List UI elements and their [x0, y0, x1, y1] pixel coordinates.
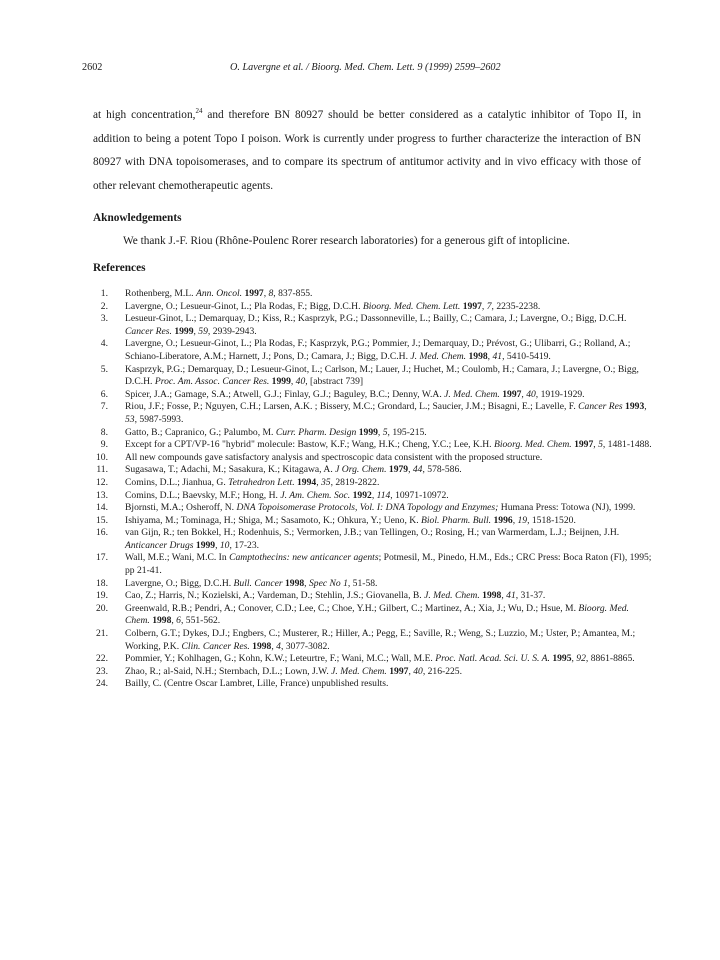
- reference-year: 1979: [388, 464, 409, 476]
- reference-segment: , 216-225.: [422, 665, 462, 677]
- acknowledgements-text: We thank J.-F. Riou (Rhône-Poulenc Rorer research laboratories) for a generous gift of intoplicine.: [123, 235, 570, 247]
- reference-italic-segment: Proc. Natl. Acad. Sci. U. S. A.: [435, 653, 550, 665]
- reference-italic-segment: Ann. Oncol.: [195, 288, 243, 299]
- reference-number: 17.: [96, 552, 108, 564]
- reference-text: [125, 477, 653, 490]
- reference-item: [93, 427, 653, 440]
- reference-number: 22.: [96, 653, 108, 665]
- reference-item: [93, 515, 653, 528]
- reference-text: [125, 490, 653, 503]
- reference-year: 1997: [462, 300, 482, 312]
- reference-segment: Pommier, Y.; Kohlhagen, G.; Kohn, K.W.; Leteurtre, F.; Wani, M.C.; Wall, M.E.: [125, 653, 436, 665]
- reference-number: 2.: [100, 300, 108, 312]
- reference-segment: , 195-215.: [387, 426, 427, 438]
- reference-italic-segment: Tetrahedron Lett.: [228, 476, 295, 488]
- reference-italic-segment: 4: [276, 640, 281, 652]
- reference-italic-segment: 114: [376, 489, 391, 501]
- reference-item: [93, 464, 653, 477]
- reference-italic-segment: 40: [526, 388, 536, 400]
- reference-number: 10.: [96, 451, 108, 463]
- reference-text: [125, 389, 653, 402]
- reference-italic-segment: Proc. Am. Assoc. Cancer Res.: [154, 376, 270, 388]
- references-heading: References: [93, 262, 146, 274]
- reference-text: [125, 313, 653, 338]
- reference-item: [93, 603, 653, 628]
- reference-italic-segment: DNA Topoisomerase Protocols, Vol. I: DNA Topology and Enzymes;: [236, 502, 499, 514]
- reference-segment: ,: [644, 401, 647, 413]
- reference-number: 11.: [96, 464, 108, 476]
- reference-segment: , 10971-10972.: [390, 489, 449, 501]
- reference-year: 1993: [625, 401, 645, 413]
- reference-italic-segment: J. Med. Chem.: [444, 388, 500, 400]
- reference-segment: , 551-562.: [180, 615, 221, 627]
- reference-italic-segment: 59: [198, 325, 208, 337]
- reference-italic-segment: J. Am. Chem. Soc.: [280, 489, 351, 501]
- references-list: [93, 288, 653, 691]
- reference-segment: Comins, D.L.; Jianhua, G.: [125, 476, 229, 488]
- reference-item: [93, 578, 653, 591]
- reference-italic-segment: 53: [125, 413, 135, 425]
- reference-italic-segment: 8: [268, 288, 274, 299]
- reference-segment: , 8861-8865.: [585, 653, 635, 665]
- reference-italic-segment: J. Med. Chem.: [424, 590, 480, 602]
- reference-item: [93, 653, 653, 666]
- reference-text: [125, 364, 653, 389]
- reference-item: [93, 666, 653, 679]
- reference-segment: , 51-58.: [347, 577, 378, 589]
- reference-text: [125, 338, 653, 363]
- reference-segment: , 2235-2238.: [491, 300, 541, 312]
- reference-number: 8.: [100, 426, 108, 438]
- reference-italic-segment: Cancer Res: [578, 401, 623, 413]
- reference-segment: ,: [408, 665, 414, 677]
- reference-segment: ,: [290, 376, 296, 388]
- reference-item: [93, 678, 653, 691]
- reference-segment: ; Potmesil, M., Pinedo, H.M., Eds.; CRC Press: Boca Raton (Fl), 1995; pp 21-41.: [125, 552, 652, 577]
- reference-segment: Comins, D.L.; Baevsky, M.F.; Hong, H.: [125, 489, 281, 501]
- reference-year: 1998: [152, 615, 172, 627]
- reference-text: [125, 502, 653, 515]
- reference-segment: Rothenberg, M.L.: [125, 288, 196, 299]
- reference-italic-segment: Bioorg. Med. Chem.: [125, 602, 629, 627]
- reference-segment: ,: [512, 514, 518, 526]
- reference-italic-segment: Clin. Cancer Res.: [181, 640, 250, 652]
- reference-number: 14.: [96, 502, 108, 514]
- reference-segment: , 2819-2822.: [330, 476, 380, 488]
- reference-italic-segment: Bull. Cancer: [233, 577, 283, 589]
- reference-item: [93, 502, 653, 515]
- reference-segment: ,: [408, 464, 413, 476]
- reference-item: [93, 364, 653, 389]
- reference-item: [93, 401, 653, 426]
- reference-item: [93, 338, 653, 363]
- reference-segment: ,: [593, 439, 599, 451]
- reference-segment: Humana Press: Totowa (NJ), 1999.: [498, 502, 636, 514]
- reference-year: 1999: [271, 376, 291, 388]
- reference-item: [93, 590, 653, 603]
- reference-italic-segment: Bioorg. Med. Chem.: [493, 439, 572, 451]
- reference-segment: ,: [371, 489, 377, 501]
- reference-number: 23.: [96, 665, 108, 677]
- reference-segment: ,: [171, 615, 177, 627]
- reference-text: [125, 427, 653, 440]
- page-number: 2602: [82, 62, 103, 73]
- reference-year: 1999: [195, 539, 216, 551]
- reference-segment: Lavergne, O.; Lesueur-Ginot, L.; Pla Rodas, F.; Kasprzyk, P.G.; Pommier, J.; Demarquay, D.; Prévost, G.; Ulibarri, G.; Rolland, A.; Schiano-Liberatore, A.M.; Harnett, J.; Pons, D.; Camara, J.; Bigg, D.C.H.: [125, 338, 631, 362]
- reference-item: [93, 389, 653, 402]
- reference-text: [125, 653, 653, 666]
- reference-segment: Riou, J.F.; Fosse, P.; Nguyen, C.H.; Larsen, A.K. ; Bissery, M.C.; Grondard, L.; Saucier, J.M.; Bisagni, E.; Lavelle, F.: [125, 401, 579, 413]
- reference-year: 1998: [468, 350, 488, 362]
- reference-segment: ,: [263, 288, 269, 299]
- reference-italic-segment: J. Med. Chem.: [410, 350, 467, 362]
- reference-segment: ,: [501, 590, 507, 602]
- reference-text: [125, 301, 653, 314]
- reference-text: [125, 628, 653, 653]
- reference-italic-segment: 40: [413, 665, 423, 677]
- reference-text: [125, 678, 653, 691]
- reference-number: 13.: [96, 489, 108, 501]
- reference-text: [125, 464, 653, 477]
- journal-citation: O. Lavergne et al. / Bioorg. Med. Chem. Lett. 9 (1999) 2599–2602: [230, 62, 501, 73]
- reference-text: [125, 401, 653, 426]
- reference-italic-segment: Curr. Pharm. Design: [275, 426, 357, 438]
- reference-italic-segment: 40: [295, 376, 306, 388]
- reference-segment: ,: [215, 539, 220, 551]
- reference-italic-segment: 7: [486, 300, 492, 312]
- reference-segment: , 17-23.: [229, 539, 260, 551]
- body-text-rest: and therefore BN 80927 should be better considered as a catalytic inhibitor of Topo II, in addition to being a potent Topo I poison. Work is currently under progress to further characterize the interaction of BN 80927 with DNA topoisomerases, and to compare its spectrum of antitumor activity and in vivo efficacy with those of other relevant chemotherapeutic agents.: [93, 109, 641, 192]
- reference-year: 1998: [284, 577, 305, 589]
- reference-italic-segment: 19: [517, 514, 528, 526]
- reference-year: 1997: [574, 439, 594, 451]
- reference-number: 21.: [96, 628, 108, 640]
- reference-italic-segment: Camptothecins: new anticancer agents: [229, 552, 379, 564]
- acknowledgements-heading: Aknowledgements: [93, 212, 182, 224]
- reference-italic-segment: Biol. Pharm. Bull.: [421, 514, 492, 526]
- reference-text: [125, 578, 653, 591]
- reference-segment: ,: [316, 476, 321, 488]
- reference-item: [93, 490, 653, 503]
- reference-segment: Gatto, B.; Capranico, G.; Palumbo, M.: [125, 426, 276, 438]
- reference-segment: Lavergne, O.; Bigg, D.C.H.: [125, 577, 234, 589]
- reference-segment: , 5987-5993.: [134, 413, 184, 425]
- reference-italic-segment: Bioorg. Med. Chem. Lett.: [362, 300, 461, 312]
- reference-segment: , 578-586.: [422, 464, 462, 476]
- reference-italic-segment: 41: [506, 590, 516, 602]
- reference-number: 12.: [96, 476, 108, 488]
- reference-segment: ,: [487, 350, 493, 362]
- reference-segment: Ishiyama, M.; Tominaga, H.; Shiga, M.; Sasamoto, K.; Ohkura, Y.; Ueno, K.: [125, 514, 421, 526]
- reference-segment: ,: [571, 653, 577, 665]
- reference-segment: Wall, M.E.; Wani, M.C. In: [125, 552, 230, 564]
- reference-segment: , 5410-5419.: [502, 350, 551, 362]
- reference-italic-segment: 44: [412, 464, 423, 476]
- reference-year: 1999: [358, 426, 378, 438]
- reference-italic-segment: J Org. Chem.: [335, 464, 387, 476]
- reference-text: [125, 590, 653, 603]
- reference-text: [125, 288, 653, 301]
- reference-text: [125, 527, 653, 552]
- reference-segment: van Gijn, R.; ten Bokkel, H.; Rodenhuis, S.; Vermorken, J.B.; van Tellingen, O.; Rosing, H.; van Warmerdam, L.J.; Beijnen, J.H.: [125, 527, 620, 539]
- reference-item: [93, 313, 653, 338]
- reference-number: 15.: [96, 514, 108, 526]
- reference-number: 18.: [96, 577, 108, 589]
- reference-segment: , 1481-1488.: [602, 439, 652, 451]
- reference-segment: ,: [521, 388, 527, 400]
- reference-italic-segment: 41: [492, 350, 503, 362]
- reference-year: 1999: [174, 325, 194, 337]
- reference-segment: , 837-855.: [273, 288, 313, 299]
- reference-number: 20.: [96, 602, 108, 614]
- reference-number: 24.: [96, 678, 108, 690]
- reference-item: [93, 452, 653, 465]
- reference-italic-segment: Cancer Res.: [125, 325, 172, 337]
- reference-segment: Colbern, G.T.; Dykes, D.J.; Engbers, C.; Musterer, R.; Hiller, A.; Pegg, E.; Saville, R.; Weng, S.; Luzzio, M.; Uster, P.; Amantea, M.; Working, P.K.: [125, 628, 636, 652]
- reference-segment: Lesueur-Ginot, L.; Demarquay, D.; Kiss, R.; Kasprzyk, P.G.; Dassonneville, L.; Bailly, C.; Camara, J.; Lavergne, O.; Bigg, D.C.H.: [125, 313, 627, 325]
- citation-superscript: 24: [195, 107, 203, 115]
- reference-year: 1998: [252, 640, 272, 652]
- reference-number: 6.: [100, 388, 108, 400]
- reference-italic-segment: 92: [576, 653, 586, 665]
- reference-segment: ,: [271, 640, 277, 652]
- reference-text: [125, 666, 653, 679]
- reference-year: 1997: [502, 388, 522, 400]
- reference-italic-segment: 6: [176, 615, 181, 627]
- reference-segment: Except for a CPT/VP-16 "hybrid" molecule: Bastow, K.F.; Wang, H.K.; Cheng, Y.C.; Lee, K.H.: [125, 439, 494, 451]
- reference-segment: ,: [377, 426, 383, 438]
- reference-number: 3.: [100, 313, 108, 325]
- reference-segment: Zhao, R.; al-Said, N.H.; Sternbach, D.L.; Lown, J.W.: [125, 665, 332, 677]
- reference-segment: , 1518-1520.: [527, 514, 576, 526]
- body-paragraph: [93, 104, 641, 198]
- reference-segment: Bjornsti, M.A.; Osheroff, N.: [125, 502, 237, 514]
- reference-segment: Bailly, C. (Centre Oscar Lambret, Lille, France) unpublished results.: [125, 678, 389, 690]
- reference-item: [93, 628, 653, 653]
- reference-text: [125, 439, 653, 452]
- reference-year: 1995: [552, 653, 572, 665]
- reference-item: [93, 527, 653, 552]
- reference-number: 4.: [100, 338, 108, 350]
- reference-text: [125, 603, 653, 628]
- reference-segment: Lavergne, O.; Lesueur-Ginot, L.; Pla Rodas, F.; Bigg, D.C.H.: [125, 300, 363, 312]
- reference-segment: Kasprzyk, P.G.; Demarquay, D.; Lesueur-Ginot, L.; Carlson, M.; Lauer, J.; Huchet, M.; Coulomb, H.; Camara, J.; Lavergne, O.; Bigg, D.C.H.: [125, 363, 639, 388]
- reference-year: 1994: [297, 476, 317, 488]
- reference-segment: , 3077-3082.: [280, 640, 330, 652]
- reference-item: [93, 552, 653, 577]
- reference-text: [125, 515, 653, 528]
- reference-item: [93, 288, 653, 301]
- reference-year: 1998: [482, 590, 502, 602]
- reference-year: 1992: [352, 489, 372, 501]
- reference-number: 9.: [100, 439, 108, 451]
- reference-segment: Spicer, J.A.; Gamage, S.A.; Atwell, G.J.; Finlay, G.J.; Baguley, B.C.; Denny, W.A.: [125, 388, 445, 400]
- reference-item: [93, 439, 653, 452]
- reference-italic-segment: 10: [219, 539, 230, 551]
- reference-year: 1996: [493, 514, 513, 526]
- reference-segment: Greenwald, R.B.; Pendri, A.; Conover, C.D.; Lee, C.; Choe, Y.H.; Gilbert, C.; Martinez, A.; Xia, J.; Wu, D.; Hsue, M.: [125, 602, 579, 614]
- reference-item: [93, 477, 653, 490]
- reference-number: 5.: [100, 363, 108, 375]
- reference-number: 19.: [96, 590, 108, 602]
- reference-segment: Sugasawa, T.; Adachi, M.; Sasakura, K.; Kitagawa, A.: [125, 464, 336, 476]
- reference-segment: ,: [304, 577, 309, 589]
- reference-segment: , 1919-1929.: [535, 388, 585, 400]
- reference-italic-segment: J. Med. Chem.: [331, 665, 387, 677]
- reference-italic-segment: 35: [320, 476, 331, 488]
- reference-segment: , 31-37.: [515, 590, 546, 602]
- reference-number: 7.: [100, 401, 108, 413]
- reference-segment: , 2939-2943.: [207, 325, 257, 337]
- reference-segment: ,: [481, 300, 487, 312]
- reference-number: 1.: [100, 288, 108, 299]
- reference-segment: All new compounds gave satisfactory analysis and spectroscopic data consistent with the proposed structure.: [125, 451, 543, 463]
- reference-segment: ,: [193, 325, 199, 337]
- reference-text: [125, 552, 653, 577]
- reference-number: 16.: [96, 527, 108, 539]
- reference-italic-segment: 5: [598, 439, 603, 451]
- reference-segment: Cao, Z.; Harris, N.; Kozielski, A.; Vardeman, D.; Stehlin, J.S.; Giovanella, B.: [125, 590, 425, 602]
- reference-year: 1997: [244, 288, 264, 299]
- body-text-start: at high concentration,: [93, 109, 196, 121]
- reference-item: [93, 301, 653, 314]
- reference-italic-segment: Anticancer Drugs: [125, 539, 194, 551]
- reference-italic-segment: Spec No 1: [308, 577, 348, 589]
- reference-italic-segment: 5: [382, 426, 388, 438]
- reference-year: 1997: [389, 665, 409, 677]
- reference-text: [125, 452, 653, 465]
- reference-segment: , [abstract 739]: [305, 376, 364, 388]
- running-header: [82, 62, 648, 76]
